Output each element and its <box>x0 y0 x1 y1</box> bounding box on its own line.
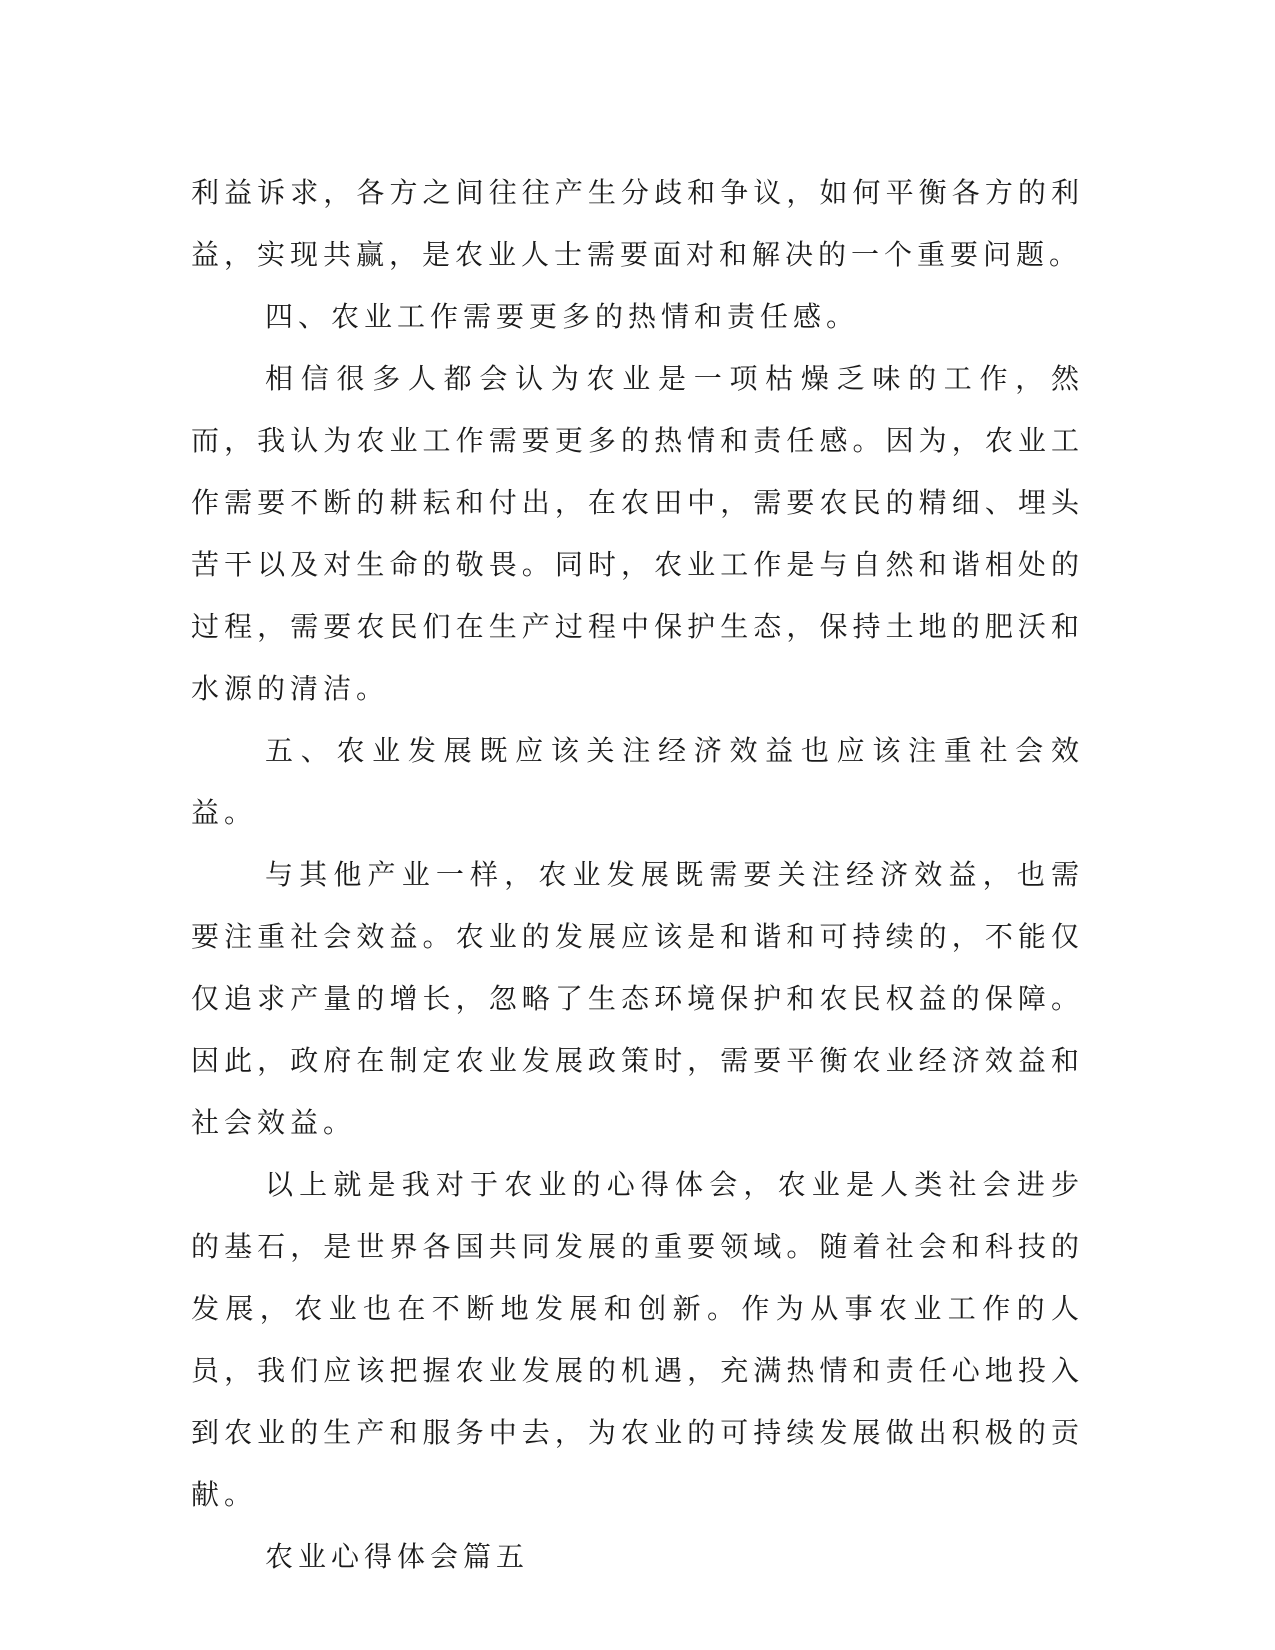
paragraph-conclusion: 以上就是我对于农业的心得体会，农业是人类社会进步的基石，是世界各国共同发展的重要领域。随着社会和科技的发展，农业也在不断地发展和创新。作为从事农业工作的人员，我们应该把握农业发展的机遇，充满热情和责任心地投入到农业的生产和服务中去，为农业的可持续发展做出积极的贡献。 <box>191 1168 1084 1511</box>
article-title-part-five: 农业心得体会篇五 <box>265 1540 530 1573</box>
section-heading-four: 四、农业工作需要更多的热情和责任感。 <box>265 300 860 333</box>
paragraph-economic-social-benefits: 与其他产业一样，农业发展既需要关注经济效益，也需要注重社会效益。农业的发展应该是和谐和可持续的，不能仅仅追求产量的增长，忽略了生态环境保护和农民权益的保障。因此，政府在制定农业发展政策时，需要平衡农业经济效益和社会效益。 <box>191 858 1084 1139</box>
paragraph-passion-responsibility: 相信很多人都会认为农业是一项枯燥乏味的工作，然而，我认为农业工作需要更多的热情和责任感。因为，农业工作需要不断的耕耘和付出，在农田中，需要农民的精细、埋头苦干以及对生命的敬畏。同时，农业工作是与自然和谐相处的过程，需要农民们在生产过程中保护生态，保持土地的肥沃和水源的清洁。 <box>191 362 1084 705</box>
document-body <box>191 162 1084 1588</box>
paragraph-continuation: 利益诉求，各方之间往往产生分歧和争议，如何平衡各方的利益，实现共赢，是农业人士需要面对和解决的一个重要问题。 <box>191 176 1084 271</box>
section-heading-five: 五、农业发展既应该关注经济效益也应该注重社会效益。 <box>191 734 1084 829</box>
